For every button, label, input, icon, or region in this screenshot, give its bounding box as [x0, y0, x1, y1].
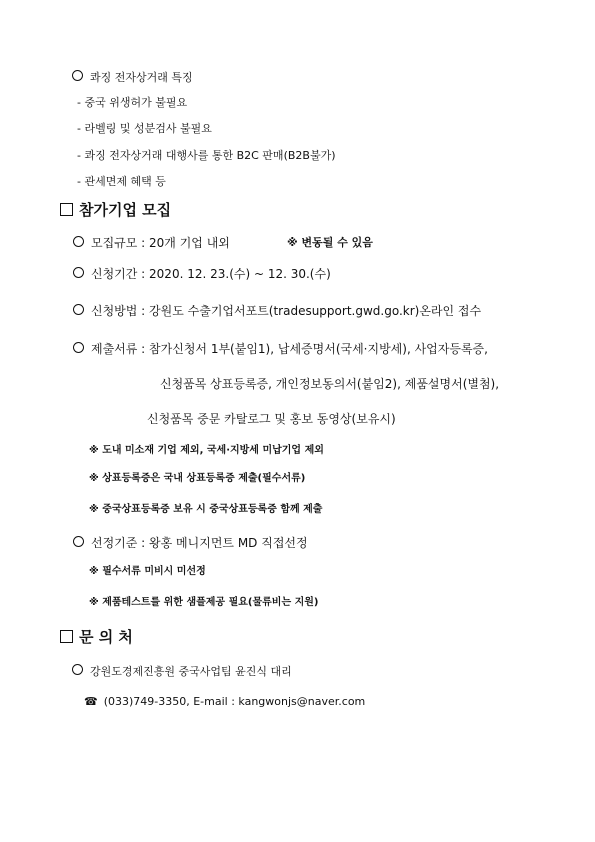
circle-bullet-icon	[73, 267, 84, 278]
contact-heading-line	[60, 630, 133, 645]
recruit-criteria: 선정기준 : 왕홍 메니지먼트 MD 직접선정	[91, 536, 308, 550]
circle-bullet-icon	[73, 236, 84, 247]
recruit-docs-3: 신청품목 중문 카탈로그 및 홍보 동영상(보유시)	[147, 412, 396, 426]
circle-bullet-icon	[73, 342, 84, 353]
recruit-docs-1: 제출서류 : 참가신청서 1부(붙임1), 납세증명서(국세·지방세), 사업자등록증,	[91, 342, 488, 356]
contact-details-line	[84, 696, 365, 707]
recruit-docs-note: ※ 도내 미소재 기업 제외, 국세·지방세 미납기업 제외	[89, 445, 324, 456]
recruit-docs-2: 신청품목 상표등록증, 개인정보동의서(붙임2), 제품설명서(별첨),	[160, 377, 500, 391]
square-bullet-icon	[60, 203, 73, 216]
recruit-scale-note: ※ 변동될 수 있음	[287, 236, 373, 249]
features-item: - 라벨링 및 성분검사 불필요	[77, 122, 212, 135]
circle-bullet-icon	[73, 536, 84, 547]
recruit-docs-note: ※ 상표등록증은 국내 상표등록증 제출(필수서류)	[89, 473, 306, 484]
features-title-line	[72, 70, 193, 83]
contact-org: 강원도경제진흥원 중국사업팀 윤진식 대리	[90, 665, 292, 678]
recruit-heading: 참가기업 모집	[79, 201, 172, 219]
recruit-criteria-note: ※ 제품테스트를 위한 샘플제공 필요(물류비는 지원)	[89, 597, 319, 608]
circle-bullet-icon	[73, 304, 84, 315]
phone-icon: ☎	[84, 695, 98, 708]
contact-heading: 문 의 처	[79, 628, 133, 646]
recruit-docs-line1	[73, 342, 488, 355]
features-item: - 콰징 전자상거래 대행사를 통한 B2C 판매(B2B불가)	[77, 149, 336, 162]
recruit-criteria-note: ※ 필수서류 미비시 미선정	[89, 566, 206, 577]
features-item: - 관세면제 혜택 등	[77, 175, 166, 188]
recruit-scale-line	[73, 236, 230, 249]
contact-details: (033)749-3350, E-mail : kangwonjs@naver.com	[103, 695, 366, 708]
circle-bullet-icon	[72, 664, 83, 675]
recruit-method: 신청방법 : 강원도 수출기업서포트(tradesupport.gwd.go.kr)온라인 접수	[91, 304, 482, 318]
recruit-period-line	[73, 267, 331, 280]
features-title: 콰징 전자상거래 특징	[90, 71, 193, 84]
recruit-method-line	[73, 304, 481, 317]
features-item: - 중국 위생허가 불필요	[77, 96, 188, 109]
circle-bullet-icon	[72, 70, 83, 81]
recruit-docs-note: ※ 중국상표등록증 보유 시 중국상표등록증 함께 제출	[89, 504, 323, 515]
contact-org-line	[72, 664, 292, 677]
recruit-criteria-line	[73, 536, 308, 549]
square-bullet-icon	[60, 630, 73, 643]
recruit-heading-line	[60, 203, 171, 218]
recruit-scale: 모집규모 : 20개 기업 내외	[91, 236, 230, 250]
recruit-period: 신청기간 : 2020. 12. 23.(수) ~ 12. 30.(수)	[91, 267, 331, 281]
